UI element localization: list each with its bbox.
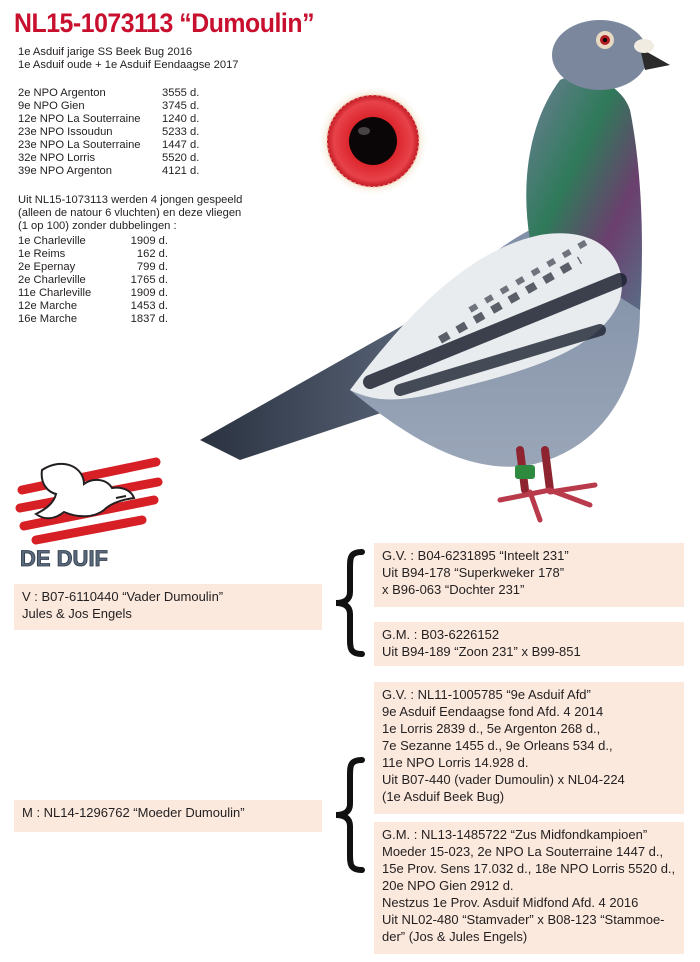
- gf-line: Uit B94-178 “Superkweker 178”: [382, 565, 565, 580]
- father-line: V : B07-6110440 “Vader Dumoulin”: [22, 589, 224, 604]
- result-place: 16e Marche: [18, 313, 78, 325]
- father-grandmother-box: [374, 622, 684, 666]
- father-brace: [330, 548, 370, 658]
- de-duif-logo: [14, 448, 164, 576]
- intro-line: Uit NL15-1073113 werden 4 jongen gespeeld: [18, 194, 243, 206]
- youngster-row: [18, 313, 168, 326]
- youngster-row: [18, 287, 168, 300]
- result-place: 12e Marche: [18, 300, 78, 312]
- gf-line: 7e Sezanne 1455 d., 9e Orleans 534 d.,: [382, 738, 613, 753]
- father-box: [14, 584, 322, 630]
- gm-line: 15e Prov. Sens 17.032 d., 18e NPO Lorris 5520 d.,: [382, 861, 676, 876]
- pigeon-title: NL15-1073113 “Dumoulin”: [14, 8, 315, 38]
- father-line: Jules & Jos Engels: [22, 606, 132, 621]
- gm-line: der” (Jos & Jules Engels): [382, 929, 528, 944]
- mother-line: M : NL14-1296762 “Moeder Dumoulin”: [22, 805, 245, 820]
- gf-line: Uit B07-440 (vader Dumoulin) x NL04-224: [382, 772, 625, 787]
- result-birds: 162 d.: [136, 248, 168, 260]
- gm-line: Nestzus 1e Prov. Asduif Midfond Afd. 4 2016: [382, 895, 639, 910]
- gm-line: Moeder 15-023, 2e NPO La Souterraine 1447 d.,: [382, 844, 664, 859]
- intro-line: (1 op 100) zonder dubbelingen :: [18, 220, 177, 232]
- result-place: 2e Epernay: [18, 261, 76, 273]
- result-place: 23e NPO La Souterraine: [18, 139, 141, 151]
- award-line: 1e Asduif oude + 1e Asduif Eendaagse 2017: [18, 59, 239, 71]
- result-birds: 1240 d.: [162, 113, 200, 125]
- result-place: 39e NPO Argenton: [18, 165, 112, 177]
- result-birds: 1453 d.: [130, 300, 168, 312]
- result-row: [18, 139, 202, 152]
- gm-line: G.M. : NL13-1485722 “Zus Midfondkampioen”: [382, 827, 648, 842]
- result-birds: 1909 d.: [130, 287, 168, 299]
- award-line: 1e Asduif jarige SS Beek Bug 2016: [18, 46, 193, 58]
- logo-text: DE DUIF: [20, 546, 108, 571]
- result-birds: 3555 d.: [162, 87, 200, 99]
- intro-line: (alleen de natour 6 vluchten) en deze vliegen: [18, 207, 242, 219]
- result-place: 11e Charleville: [18, 287, 92, 299]
- father-grandfather-box: [374, 543, 684, 607]
- youngster-row: [18, 261, 168, 274]
- results-list: [18, 87, 202, 178]
- youngster-row: [18, 300, 168, 313]
- gm-line: Uit NL02-480 “Stamvader” x B08-123 “Stammoe-: [382, 912, 665, 927]
- youngster-row: [18, 235, 168, 248]
- result-place: 23e NPO Issoudun: [18, 126, 113, 138]
- pigeon-illustration: [200, 10, 690, 540]
- result-birds: 1837 d.: [130, 313, 168, 325]
- result-birds: 799 d.: [136, 261, 168, 273]
- result-place: 12e NPO La Souterraine: [18, 113, 141, 125]
- result-place: 1e Reims: [18, 248, 66, 260]
- gf-line: G.V. : B04-6231895 “Inteelt 231”: [382, 548, 569, 563]
- result-birds: 3745 d.: [162, 100, 200, 112]
- result-place: 9e NPO Gien: [18, 100, 85, 112]
- gf-line: 11e NPO Lorris 14.928 d.: [382, 755, 529, 770]
- youngster-results-list: [18, 235, 168, 326]
- mother-grandfather-box: [374, 682, 684, 814]
- result-birds: 1447 d.: [162, 139, 200, 151]
- mother-grandmother-box: [374, 822, 684, 954]
- result-row: [18, 113, 202, 126]
- gm-line: 20e NPO Gien 2912 d.: [382, 878, 514, 893]
- result-birds: 1765 d.: [130, 274, 168, 286]
- youngster-row: [18, 274, 168, 287]
- gf-line: (1e Asduif Beek Bug): [382, 789, 505, 804]
- result-row: [18, 126, 202, 139]
- result-place: 2e NPO Argenton: [18, 87, 106, 99]
- result-place: 2e Charleville: [18, 274, 86, 286]
- result-birds: 1909 d.: [130, 235, 168, 247]
- result-row: [18, 165, 202, 178]
- result-place: 1e Charleville: [18, 235, 86, 247]
- mother-box: [14, 800, 322, 832]
- result-row: [18, 100, 202, 113]
- result-row: [18, 87, 202, 100]
- result-place: 32e NPO Lorris: [18, 152, 96, 164]
- result-birds: 5520 d.: [162, 152, 200, 164]
- gm-line: Uit B94-189 “Zoon 231” x B99-851: [382, 644, 581, 659]
- gf-line: G.V. : NL11-1005785 “9e Asduif Afd”: [382, 687, 591, 702]
- result-birds: 4121 d.: [162, 165, 200, 177]
- result-row: [18, 152, 202, 165]
- mother-brace: [330, 756, 370, 874]
- gf-line: x B96-063 “Dochter 231”: [382, 582, 525, 597]
- gf-line: 1e Lorris 2839 d., 5e Argenton 268 d.,: [382, 721, 601, 736]
- result-birds: 5233 d.: [162, 126, 200, 138]
- gm-line: G.M. : B03-6226152: [382, 627, 500, 642]
- youngster-row: [18, 248, 168, 261]
- gf-line: 9e Asduif Eendaagse fond Afd. 4 2014: [382, 704, 604, 719]
